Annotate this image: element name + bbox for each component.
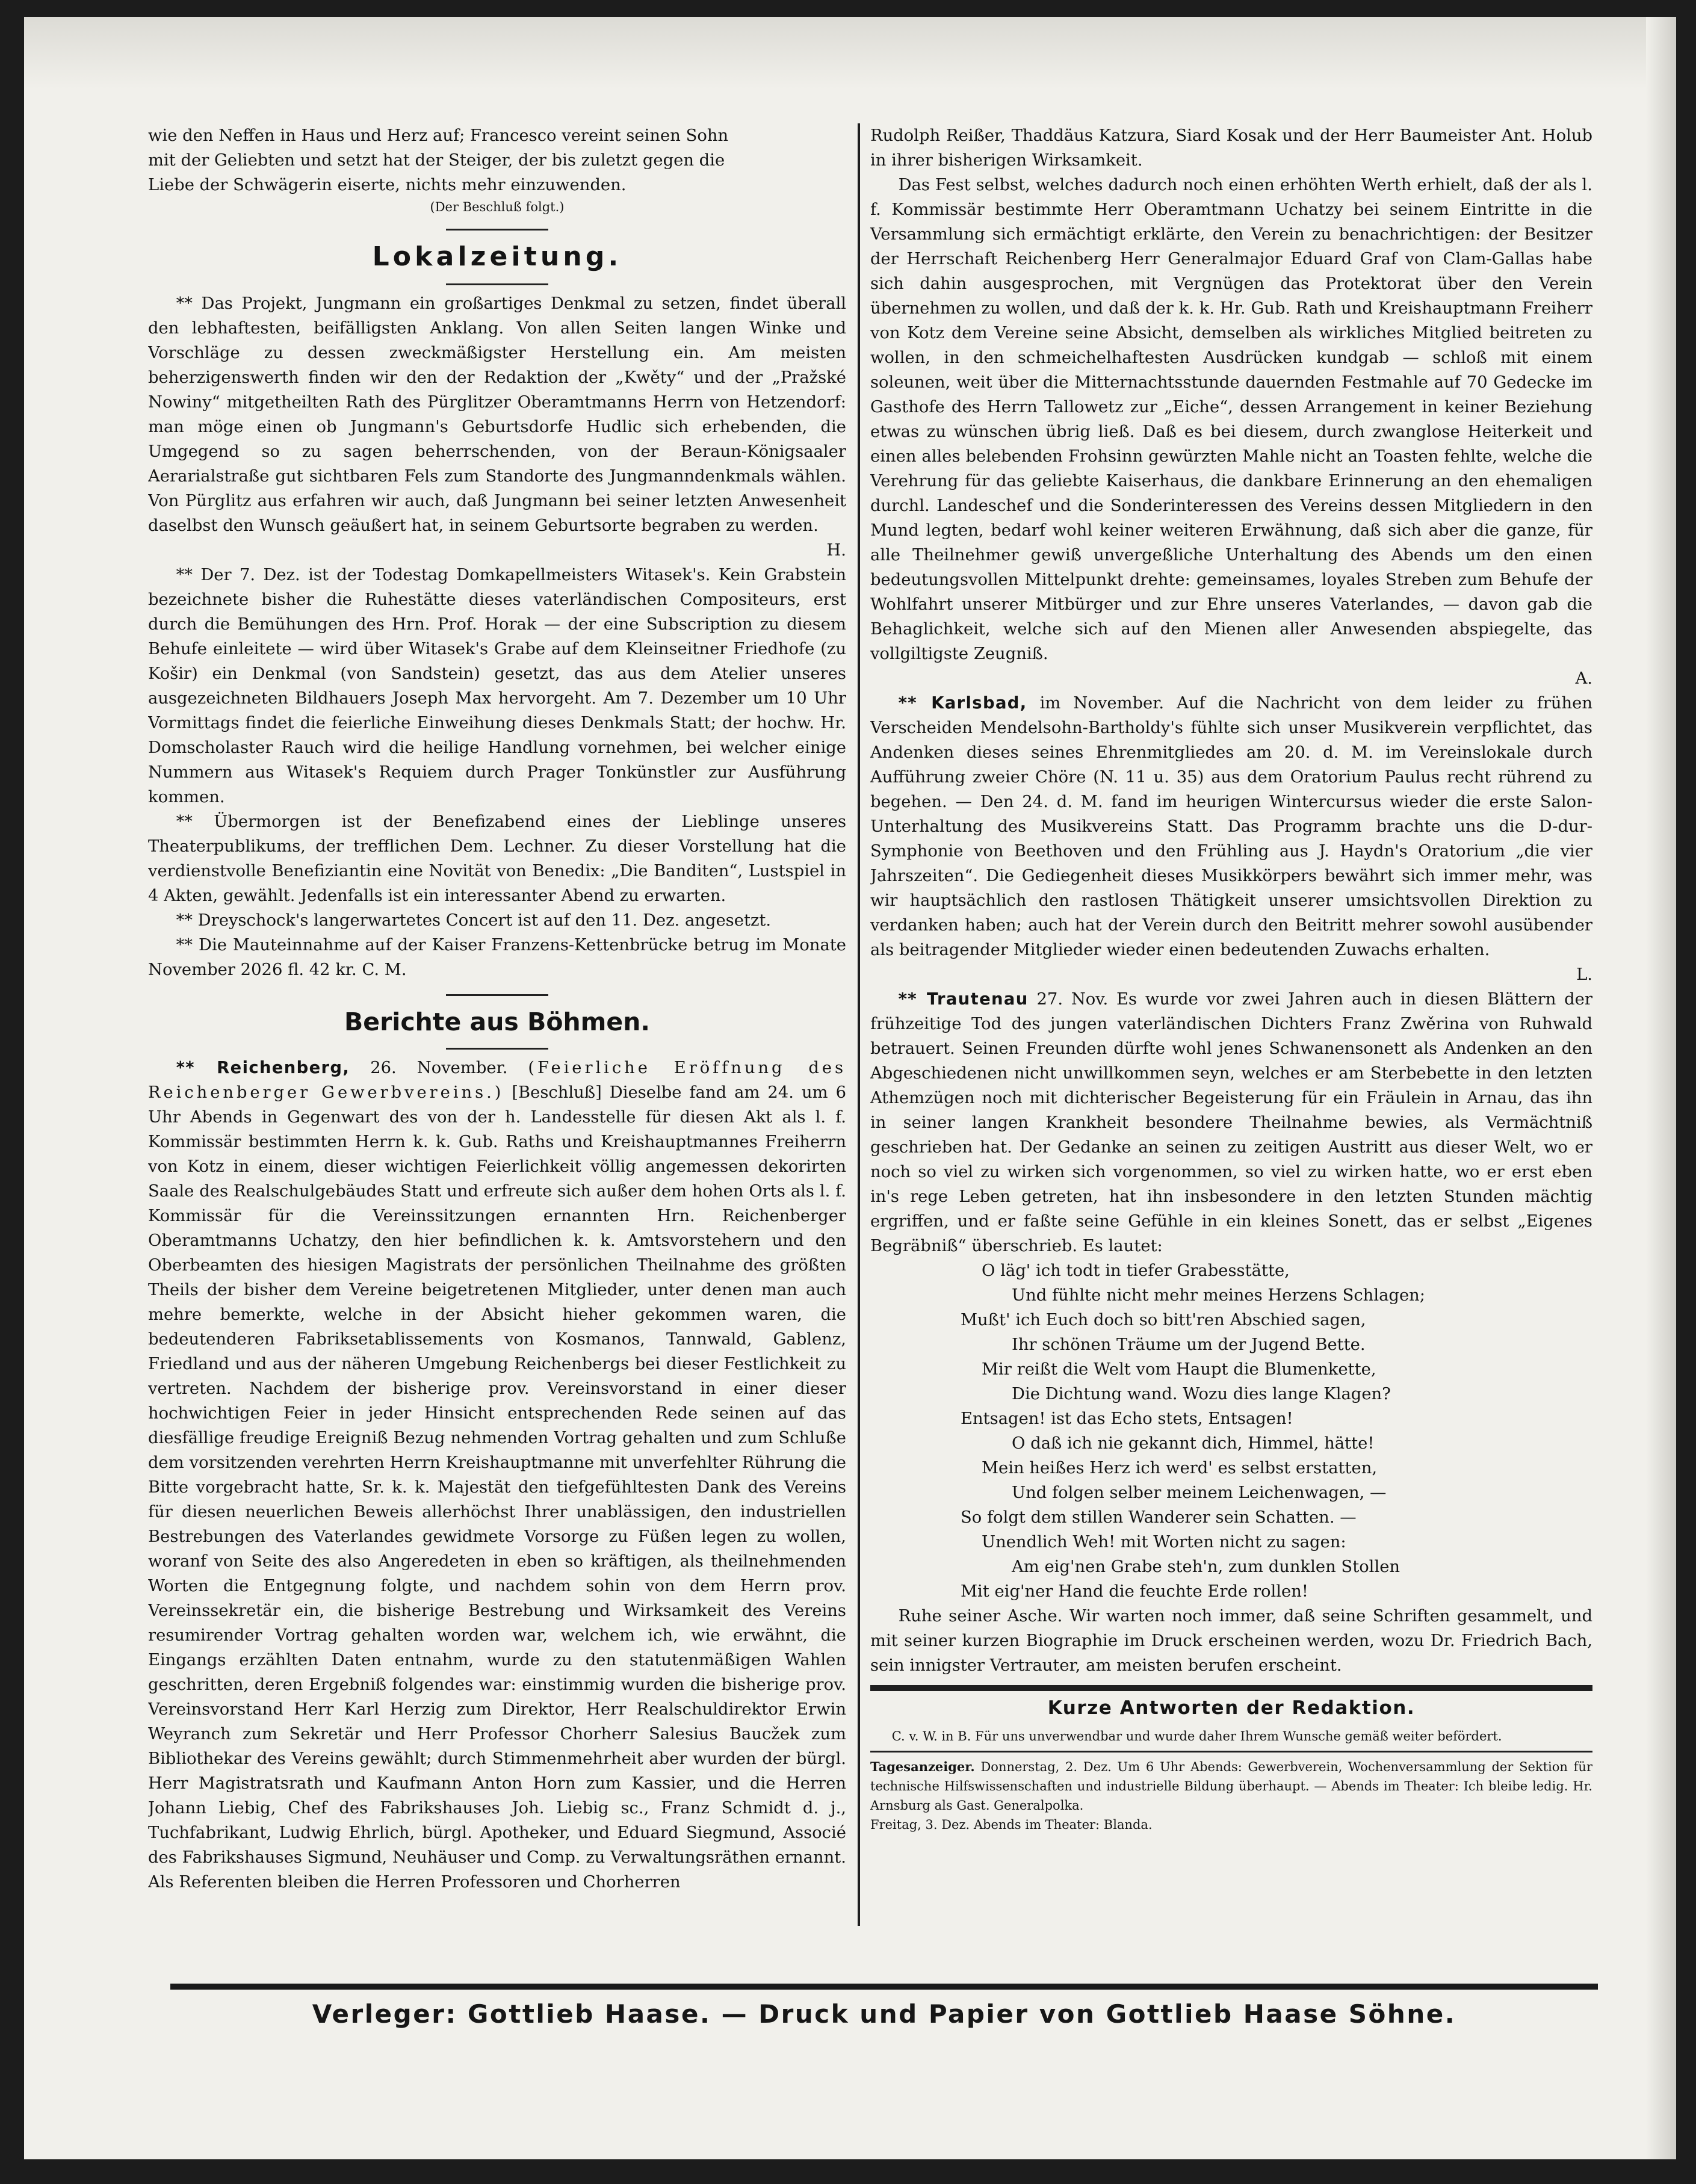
imprint-footer: Verleger: Gottlieb Haase. — Druck und Papier von Gottlieb Haase Söhne.	[312, 1999, 1456, 2029]
karlsbad-body: im November. Auf die Nachricht von dem leider zu frühen Verscheiden Mendelsohn-Bartholdy's fühlte sich unser Musikverein verpflichtet, das Andenken dieses seines Ehrenmitgliedes am 20. d. M. im Vereinslokale durch Aufführung zweier Chöre (N. 11 u. 35) aus dem Oratorium Paulus recht rührend zu begehen. — Den 24. d. M. fand im heurigen Wintercursus wieder die erste Salon-Unterhaltung des Musikvereins Statt. Das Programm brachte uns die D-dur-Symphonie von Beethoven und den Frühling aus J. Haydn's Oratorium „die vier Jahrszeiten“. Die Gediegenheit dieses Musikkörpers bewährt sich immer mehr, was wir hauptsächlich den rastlosen Thätigkeit unserer umsichtsvollen Direktion zu verdanken haben; auch hat der Verein durch den Beitritt mehrer sowohl ausübender als beitragender Mitglieder wieder einen bedeutenden Zuwachs erhalten.	[870, 694, 1592, 959]
trautenau-body: 27. Nov. Es wurde vor zwei Jahren auch in diesen Blättern der frühzeitige Tod des jungen vaterländischen Dichters Franz Zwěrina von Ruhwald betrauert. Seinen Freunden dürfte wohl jenes Schwanensonett als Andenken an den Abgeschiedenen nicht unwillkommen seyn, welches er am Sterbebette in den letzten Athemzügen noch mit dichterischer Begeisterung für ein Fräulein in Arnau, das ihn in seiner langen Krankheit besondere Theilnahme bewies, als Vermächtniß geschrieben hat. Der Gedanke an seinen zu zeitigen Austritt aus dieser Welt, wo er noch so viel zu wirken sich vorgenommen, so viel zu wirken hatte, wo er erst eben in's rege Leben getreten, hat ihn insbesondere in den letzten Stunden mächtig ergriffen, und er faßte seine Gefühle in ein kleines Sonett, das er selbst „Eigenes Begräbniß“ überschrieb. Es lautet:	[870, 990, 1592, 1255]
article-signature: L.	[1576, 965, 1592, 984]
kurze-bottom-rule	[870, 1751, 1592, 1752]
reichenberg-subtitle: (Feierliche Eröffnung des Reichenberger Gewerbvereins.)	[148, 1059, 846, 1102]
poem-line: O daß ich nie gekannt dich, Himmel, hätte!	[1012, 1434, 1375, 1453]
reichenberg-body: Dieselbe fand am 24. um 6 Uhr Abends in Gegenwart des von der h. Landesstelle für diesen Akt als l. f. Kommissär bestimmten Herrn k. k. Gub. Raths und Kreishauptmannes Freiherrn von Kotz in einem, dieser wichtigen Feierlichkeit völlig angemessen dekorirten Saale des Realschulgebäudes Statt und erfreute sich außer dem hohen Orts als l. f. Kommissär für die Vereinssitzungen ernannten Hrn. Reichenberger Oberamtmanns Uchatzy, den hier befindlichen k. k. Amtsvorstehern und den Oberbeamten des hiesigen Magistrats der persönlichen Theilnahme des größten Theils der bisher dem Vereine beigetretenen Mitglieder, unter denen man auch mehre bemerkte, welche in der Absicht hieher gekommen waren, die bedeutenderen Fabriksetablissements von Kosmanos, Tannwald, Gablenz, Friedland und aus der näheren Umgebung Reichenbergs bei dieser Festlichkeit zu vertreten. Nachdem der bisherige prov. Vereinsvorstand in einer dieser hochwichtigen Feier in jeder Hinsicht entsprechenden Rede seinen auf das diesfällige freudige Ereigniß Bezug nehmenden Vortrag gehalten und zum Schluße dem vorsitzenden verehrten Herrn Kreishauptmanne mit unverfehlter Rührung die Bitte vorgebracht hatte, Sr. k. k. Majestät den tiefgefühltesten Dank des Vereins für diesen neuerlichen Beweis allerhöchst Ihrer unablässigen, den industriellen Bestrebungen des Vaterlandes gewidmete Vorsorge zu Füßen legen zu wollen, woranf von Seite des also Angeredeten in eben so kräftigen, als theilnehmenden Worten die Entgegnung folgte, und nachdem sohin von dem Herrn prov. Vereinssekretär ein, die bisherige Bestrebung und Wirksamkeit des Vereins resumirender Vortrag gehalten worden war, welchem ich, wie erwähnt, die Eingangs erzählten Daten entnahm, wurde zu den statutenmäßigen Wahlen geschritten, deren Ergebniß folgendes war: einstimmig wurden die bisherige prov. Vereinsvorstand Herr Karl Herzig zum Direktor, Herr Realschuldirektor Erwin Weyranch zum Sekretär und Herr Professor Chorherr Salesius Baucžek zum Bibliothekar des Vereins gewählt; durch Stimmenmehrheit aber wurden der bürgl. Herr Magistratsrath und Kaufmann Anton Horn zum Kassier, und die Herren Johann Liebig, Chef des Fabrikshauses Joh. Liebig sc., Franz Schmidt d. j., Tuchfabrikant, Ludwig Ehrlich, bürgl. Apotheker, und Eduard Siegmund, Associé des Fabrikshauses Sigmund, Neuhäuser und Comp. zu Verwaltungsräthen ernannt. Als Referenten bleiben die Herren Professoren und Chorherren	[148, 1083, 846, 1892]
reichenberg-continuation: Rudolph Reißer, Thaddäus Katzura, Siard Kosak und der Herr Baumeister Ant. Holub in ihrer bisherigen Wirksamkeit.	[870, 126, 1592, 170]
poem-line: Mußt' ich Euch doch so bitt'ren Abschied sagen,	[961, 1311, 1366, 1329]
reichenberg-place: ** Reichenberg,	[176, 1059, 350, 1077]
poem-line: O läg' ich todt in tiefer Grabesstätte,	[982, 1261, 1290, 1280]
lokal-article-dreyschock: ** Dreyschock's langerwartetes Concert ist auf den 11. Dez. angesetzt.	[176, 911, 772, 930]
section-rule	[446, 283, 548, 285]
intro-note: (Der Beschluß folgt.)	[430, 200, 565, 214]
kurze-antwort: C. v. W. in B. Für uns unverwendbar und wurde daher Ihrem Wunsche gemäß weiter befördert.	[891, 1729, 1502, 1743]
trautenau-closing: Ruhe seiner Asche. Wir warten noch immer, daß seine Schriften gesammelt, und mit seiner kurzen Biographie im Druck erscheinen werden, wozu Dr. Friedrich Bach, sein innigster Vertrauter, am meisten berufen erscheint.	[870, 1607, 1592, 1675]
reichenberg-article	[148, 1056, 846, 1895]
sonnet	[870, 1258, 1592, 1604]
column-divider	[858, 123, 860, 1926]
left-column	[148, 123, 846, 1977]
poem-line: So folgt dem stillen Wanderer sein Schatten. —	[961, 1508, 1357, 1527]
section-rule	[446, 1048, 548, 1050]
intro-line: Liebe der Schwägerin eiserte, nichts mehr einzuwenden.	[148, 176, 627, 194]
reichenberg-date: 26. November.	[350, 1059, 528, 1077]
right-column	[870, 123, 1592, 1977]
poem-line: Entsagen! ist das Echo stets, Entsagen!	[961, 1409, 1293, 1428]
poem-line: Mein heißes Herz ich werd' es selbst erstatten,	[982, 1459, 1378, 1477]
kurze-antworten-heading: Kurze Antworten der Redaktion.	[1047, 1697, 1416, 1719]
reichenberg-fest: Das Fest selbst, welches dadurch noch einen erhöhten Werth erhielt, daß der als l. f. Kommissär bestimmte Herr Oberamtmann Uchatzy bei seinem Eintritte in die Versammlung sich ermächtigt erklärte, den Verein zu benachrichtigen: der Besitzer der Herrschaft Reichenberg Herr Generalmajor Eduard Graf von Clam-Gallas habe sich dahin ausgesprochen, mit Vergnügen das Protektorat über den Verein übernehmen zu wollen, und daß der k. k. Hr. Gub. Rath und Kreishauptmann Freiherr von Kotz dem Vereine seine Absicht, demselben als wirkliches Mitglied beitreten zu wollen, in den schmeichelhaftesten Ausdrücken kundgab — schloß mit einem soleunen, weit über die Mitternachtsstunde dauernden Festmahle auf 70 Gedecke im Gasthofe des Herrn Tallowetz zur „Eiche“, dessen Arrangement in keiner Beziehung etwas zu wünschen übrig ließ. Daß es bei diesem, durch zwanglose Heiterkeit und einen alles belebenden Frohsinn gewürzten Mahle nicht an Toasten fehlte, welche die Verehrung für das geliebte Kaiserhaus, die dankbare Erinnerung an den ehemaligen durchl. Landeschef und die Sonderinteressen des Vereins dessen Mitgliedern in den Mund legten, bedarf wohl keiner weiteren Erwähnung, daß sich aber die ganze, für alle Theilnehmer gewiß unvergeßliche Unterhaltung des Abends um den einen bedeutungsvollen Mittelpunkt drehte: gemeinsames, loyales Streben zum Behufe der Wohlfahrt unserer Mitbürger und zur Ehre unseres Vaterlandes, — davon gab die Behaglichkeit, welche sich auf den Mienen aller Anwesenden abspiegelte, das vollgiltigste Zeugniß.	[870, 176, 1592, 663]
tagesanzeiger-friday: Freitag, 3. Dez. Abends im Theater: Blanda.	[870, 1817, 1153, 1832]
section-rule	[446, 994, 548, 996]
intro-line: wie den Neffen in Haus und Herz auf; Francesco vereint seinen Sohn	[148, 126, 729, 145]
article-signature: H.	[826, 541, 846, 560]
tagesanzeiger	[870, 1757, 1592, 1815]
tagesanzeiger-label: Tagesanzeiger.	[870, 1759, 975, 1774]
poem-line: Am eig'nen Grabe steh'n, zum dunklen Stollen	[1012, 1558, 1400, 1576]
poem-line: Und fühlte nicht mehr meines Herzens Schlagen;	[1012, 1286, 1426, 1305]
poem-line: Ihr schönen Träume um der Jugend Bette.	[1012, 1335, 1366, 1354]
lokal-article-jungmann: ** Das Projekt, Jungmann ein großartiges Denkmal zu setzen, findet überall den lebhaftesten, beifälligsten Anklang. Von allen Seiten langen Winke und Vorschläge zu dessen zweckmäßigster Herstellung ein. Am meisten beherzigenswerth finden wir den der Redaktion der „Kwěty“ und der „Pražské Nowiny“ mitgetheilten Rath des Pürglitzer Oberamtmanns Herrn von Hetzendorf: man möge einen ob Jungmann's Geburtsdorfe Hudlic sich erhebenden, die Umgegend so zu sagen beherrschenden, von der Beraun-Königsaaler Aerarialstraße gut sichtbaren Fels zum Standorte des Jungmanndenkmals wählen. Von Pürglitz aus erfahren wir auch, daß Jungmann bei seiner letzten Anwesenheit daselbst den Wunsch geäußert hat, in seinem Geburtsorte begraben zu werden.	[148, 294, 846, 535]
lokal-article-maut: ** Die Mauteinnahme auf der Kaiser Franzens-Kettenbrücke betrug im Monate November 2026 fl. 42 kr. C. M.	[148, 936, 846, 979]
lokal-article-witasek: ** Der 7. Dez. ist der Todestag Domkapellmeisters Witasek's. Kein Grabstein bezeichnete bisher die Ruhestätte dieses vaterländischen Compositeurs, erst durch die Bemühungen des Hrn. Prof. Horak — der eine Subscription zu diesem Behufe einleitete — wird über Witasek's Grabe auf dem Kleinseitner Friedhofe (zu Košir) ein Denkmal (von Sandstein) gesetzt, das aus dem Atelier unseres ausgezeichneten Bildhauers Joseph Max hervorgeht. Am 7. Dezember um 10 Uhr Vormittags findet die feierliche Einweihung dieses Denkmals Statt; der hochw. Hr. Domscholaster Rauch wird die heilige Handlung vornehmen, bei welcher einige Nummern aus Witasek's Requiem durch Prager Tonkünstler zur Ausführung kommen.	[148, 566, 846, 806]
page-top-shadow	[24, 17, 1676, 89]
reichenberg-beschluss: [Beschluß]	[504, 1083, 610, 1102]
lokalzeitung-heading: Lokalzeitung.	[372, 241, 622, 272]
poem-line: Mir reißt die Welt vom Haupt die Blumenkette,	[982, 1360, 1376, 1379]
footer-rule	[170, 1984, 1598, 1990]
trautenau-place: ** Trautenau	[898, 990, 1029, 1009]
trautenau-article	[870, 987, 1592, 1258]
karlsbad-place: ** Karlsbad,	[898, 694, 1027, 713]
poem-line: Und folgen selber meinem Leichenwagen, —	[1012, 1483, 1387, 1502]
berichte-heading: Berichte aus Böhmen.	[344, 1007, 650, 1036]
section-rule	[446, 229, 548, 230]
tagesanzeiger-thursday: Donnerstag, 2. Dez. Um 6 Uhr Abends: Gewerbverein, Wochenversammlung der Sektion für technische Hilfswissenschaften und industrielle Bildung überhaupt. — Abends im Theater: Ich bleibe ledig. Hr. Arnsburg als Gast. Generalpolka.	[870, 1760, 1592, 1813]
article-signature: A.	[1575, 669, 1592, 688]
intro-line: mit der Geliebten und setzt hat der Steiger, der bis zuletzt gegen die	[148, 151, 725, 170]
kurze-top-rule	[870, 1685, 1592, 1691]
poem-line: Mit eig'ner Hand die feuchte Erde rollen!	[961, 1582, 1308, 1601]
poem-line: Unendlich Weh! mit Worten nicht zu sagen:	[982, 1533, 1346, 1551]
poem-line: Die Dichtung wand. Wozu dies lange Klagen?	[1012, 1385, 1391, 1403]
lokal-article-benefiz: ** Übermorgen ist der Benefizabend eines der Lieblinge unseres Theaterpublikums, der trefflichen Dem. Lechner. Zu dieser Vorstellung hat die verdienstvolle Benefiziantin eine Novität von Benedix: „Die Banditen“, Lustspiel in 4 Akten, gewählt. Jedenfalls ist ein interessanter Abend zu erwarten.	[148, 812, 846, 905]
karlsbad-article	[870, 691, 1592, 962]
page-right-shadow	[1646, 17, 1676, 2159]
